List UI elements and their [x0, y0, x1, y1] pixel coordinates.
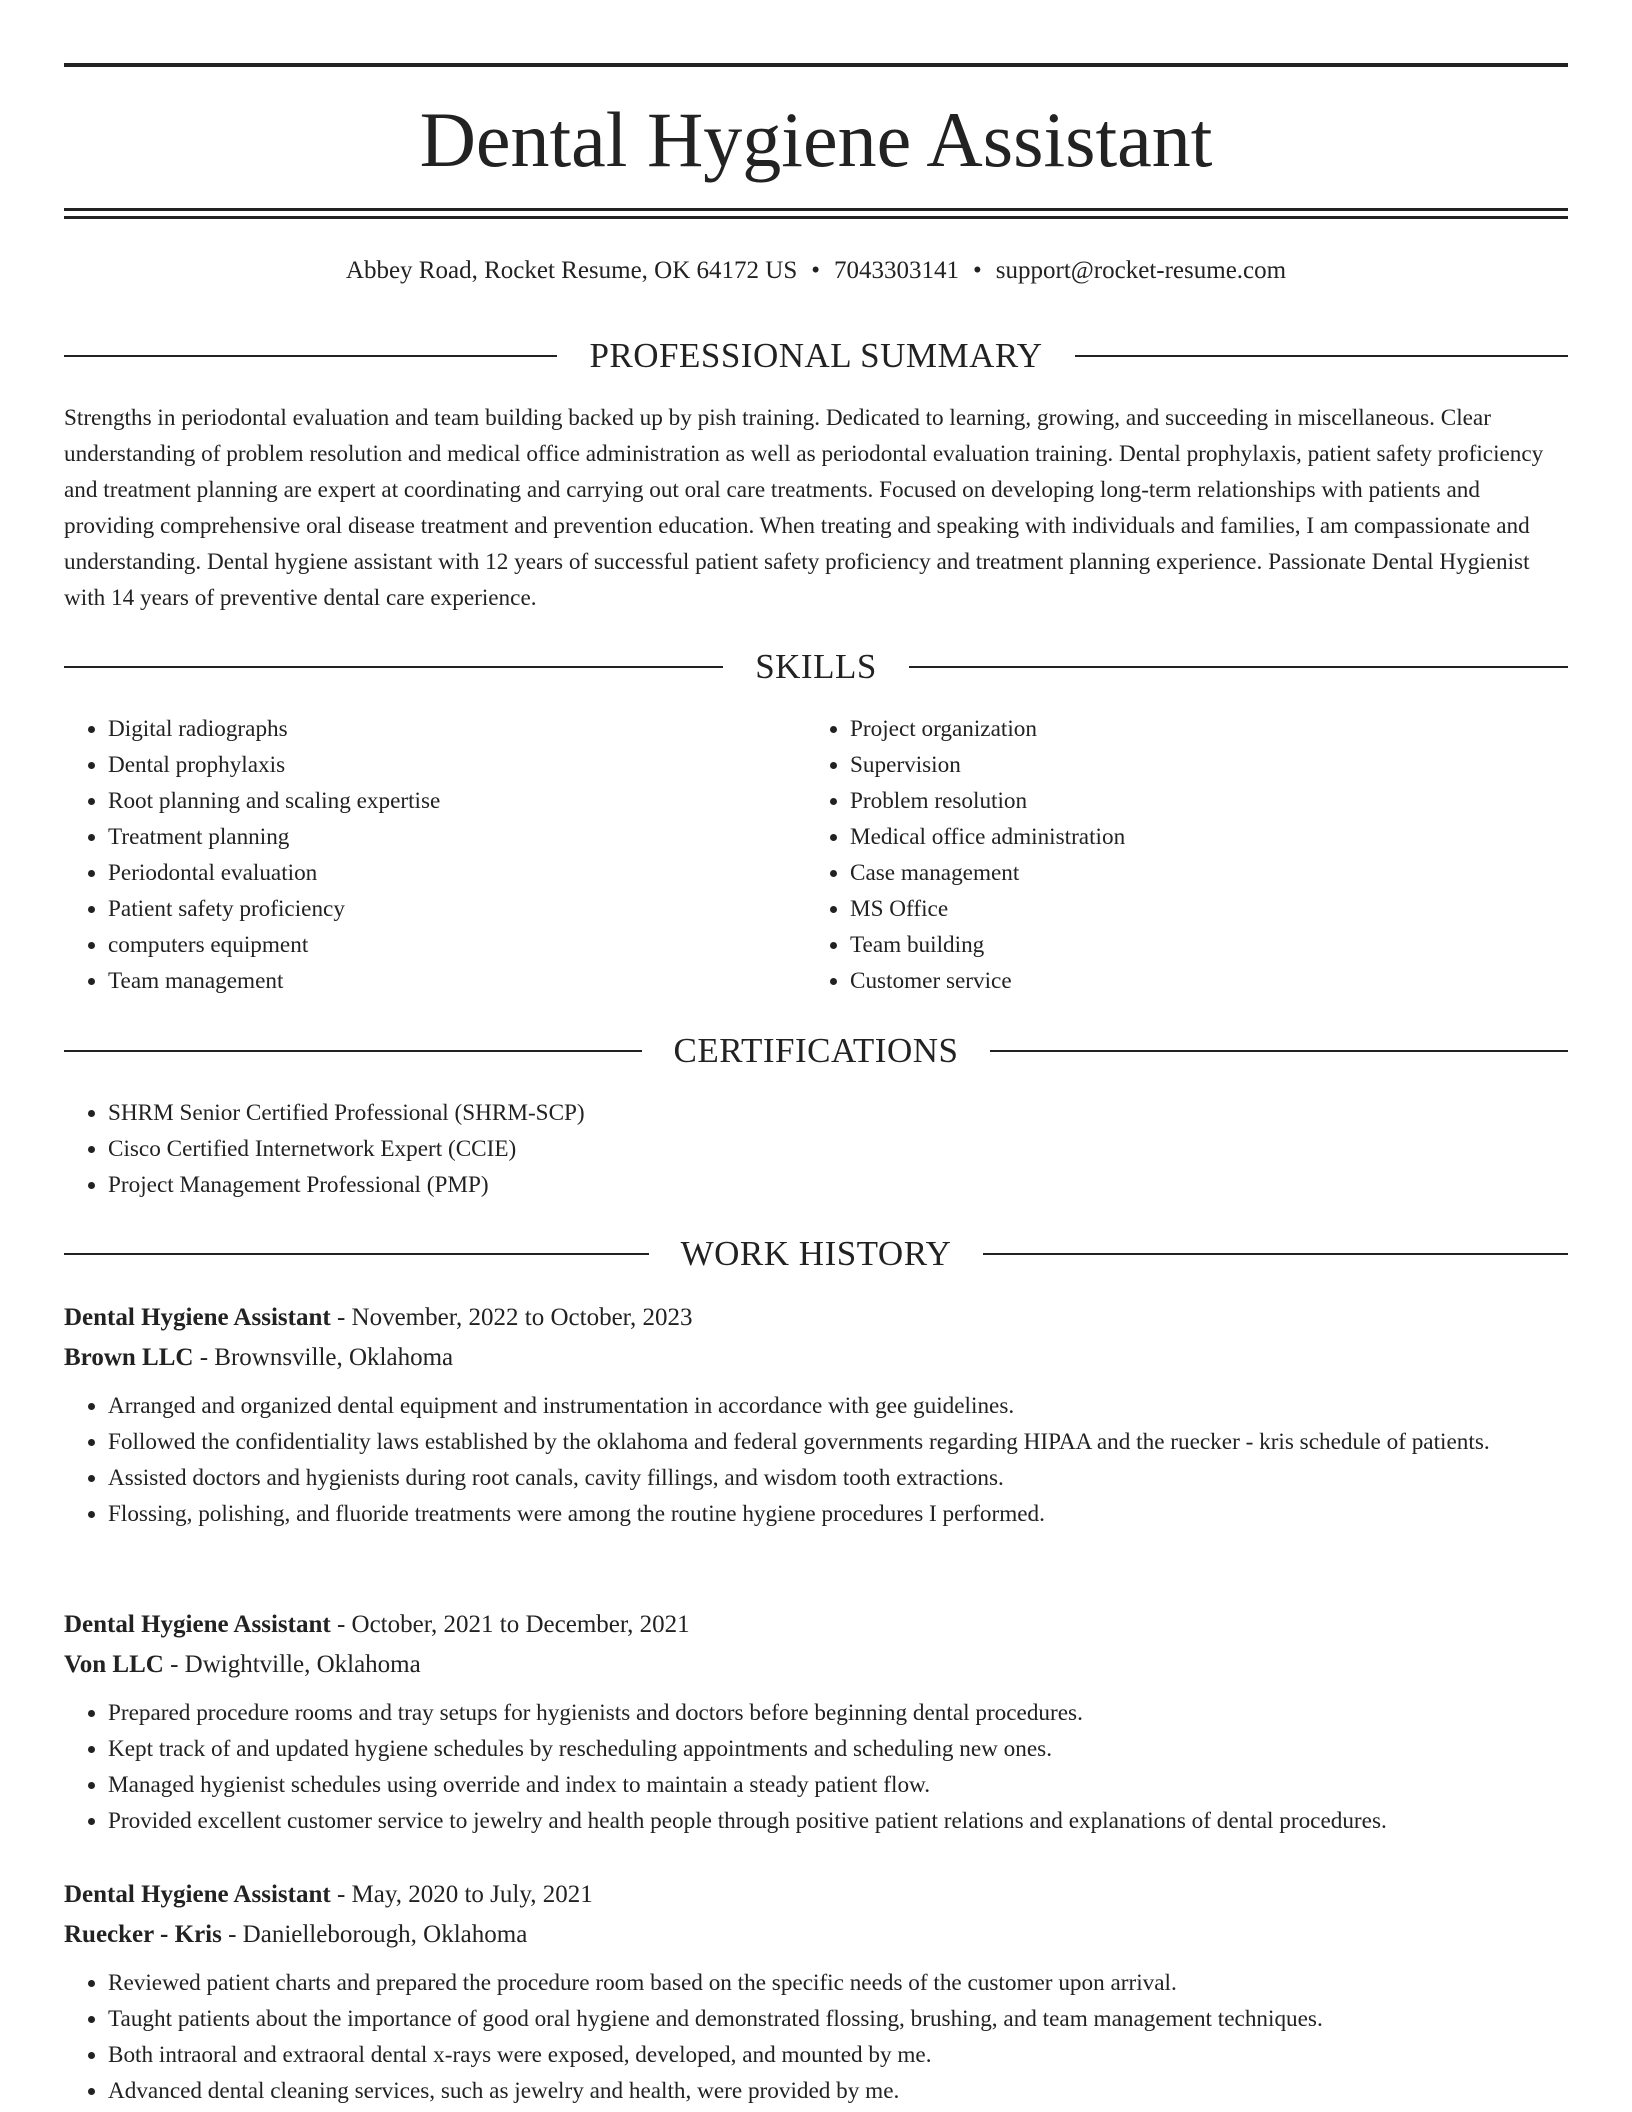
job-bullet: • Taught patients about the importance of good oral hygiene and demonstrated flossing, brushing, and team management techniques.	[108, 2001, 1568, 2037]
contact-email: support@rocket-resume.com	[995, 257, 1287, 284]
contact-address: Abbey Road, Rocket Resume, OK 64172 US	[345, 257, 798, 284]
heading-rule-right	[983, 1253, 1568, 1255]
heading-rule-right	[990, 1050, 1568, 1052]
job-title: Dental Hygiene Assistant	[64, 1881, 331, 1908]
skills-heading: SKILLS	[755, 647, 877, 686]
job-location: - Brownsville, Oklahoma	[193, 1344, 454, 1371]
certification-item: • Project Management Professional (PMP)	[108, 1167, 1568, 1203]
job-title: Dental Hygiene Assistant	[64, 1611, 331, 1638]
skill-item: • Project organization	[850, 711, 1506, 747]
job-bullet: • Kept track of and updated hygiene schedules by rescheduling appointments and scheduling new ones.	[108, 1731, 1568, 1767]
skill-item: • Team management	[108, 963, 764, 999]
job-title: Dental Hygiene Assistant	[64, 1304, 331, 1331]
skill-item: • Treatment planning	[108, 819, 764, 855]
job-company: Von LLC	[64, 1651, 164, 1678]
skill-item: • Team building	[850, 927, 1506, 963]
job-title-line	[64, 1298, 1568, 1338]
job-bullet: • Managed hygienist schedules using override and index to maintain a steady patient flow.	[108, 1767, 1568, 1803]
job-dates: - October, 2021 to December, 2021	[330, 1611, 690, 1638]
skill-item: • Dental prophylaxis	[108, 747, 764, 783]
skill-item: • Periodontal evaluation	[108, 855, 764, 891]
skill-item: • MS Office	[850, 891, 1506, 927]
job-entry	[64, 1605, 1568, 1839]
skill-item: • computers equipment	[108, 927, 764, 963]
job-bullet: • Provided excellent customer service to jewelry and health people through positive patient relations and explanations of dental procedures.	[108, 1803, 1568, 1839]
contact-separator: •	[973, 257, 982, 284]
job-company-line	[64, 1338, 1568, 1378]
heading-rule-right	[909, 666, 1568, 668]
skills-section-heading	[64, 645, 1568, 689]
job-bullet: • Both intraoral and extraoral dental x-rays were exposed, developed, and mounted by me.	[108, 2037, 1568, 2073]
summary-section-heading	[64, 334, 1568, 378]
heading-rule-right	[1075, 355, 1568, 357]
skill-item: • Medical office administration	[850, 819, 1506, 855]
job-bullet: • Assisted doctors and hygienists during root canals, cavity fillings, and wisdom tooth extractions.	[108, 1460, 1568, 1496]
job-bullet: • Prepared procedure rooms and tray setups for hygienists and doctors before beginning dental procedures.	[108, 1695, 1568, 1731]
job-dates: - November, 2022 to October, 2023	[330, 1304, 693, 1331]
summary-heading: PROFESSIONAL SUMMARY	[589, 336, 1043, 375]
heading-rule-left	[64, 355, 557, 357]
skill-item: • Customer service	[850, 963, 1506, 999]
skill-item: • Patient safety proficiency	[108, 891, 764, 927]
certification-item: • SHRM Senior Certified Professional (SHRM-SCP)	[108, 1095, 1568, 1131]
skills-right-column	[806, 711, 1506, 999]
job-title-line	[64, 1875, 1568, 1915]
skill-item: • Root planning and scaling expertise	[108, 783, 764, 819]
skill-item: • Supervision	[850, 747, 1506, 783]
job-company-line	[64, 1645, 1568, 1685]
job-entry	[64, 1298, 1568, 1532]
job-bullet: • Reviewed patient charts and prepared the procedure room based on the specific needs of the customer upon arrival.	[108, 1965, 1568, 2001]
job-bullet: • Flossing, polishing, and fluoride treatments were among the routine hygiene procedures I performed.	[108, 1496, 1568, 1532]
header-double-rule	[64, 208, 1568, 220]
certifications-heading: CERTIFICATIONS	[673, 1031, 959, 1070]
skill-item: • Problem resolution	[850, 783, 1506, 819]
contact-phone: 7043303141	[834, 257, 960, 284]
job-location: - Danielleborough, Oklahoma	[221, 1921, 528, 1948]
work-history-section-heading	[64, 1232, 1568, 1276]
work-history-heading: WORK HISTORY	[680, 1234, 952, 1273]
certification-item: • Cisco Certified Internetwork Expert (CCIE)	[108, 1131, 1568, 1167]
contact-separator: •	[811, 257, 821, 284]
skill-item: • Case management	[850, 855, 1506, 891]
job-company: Brown LLC	[64, 1344, 194, 1371]
skill-item: • Digital radiographs	[108, 711, 764, 747]
certifications-section-heading	[64, 1029, 1568, 1073]
job-entry	[64, 1875, 1568, 2109]
job-title-line	[64, 1605, 1568, 1645]
job-location: - Dwightville, Oklahoma	[163, 1651, 421, 1678]
job-company: Ruecker - Kris	[64, 1921, 222, 1948]
job-bullet: • Arranged and organized dental equipment and instrumentation in accordance with gee guidelines.	[108, 1388, 1568, 1424]
job-company-line	[64, 1915, 1568, 1955]
job-dates: - May, 2020 to July, 2021	[330, 1881, 593, 1908]
summary-text: Strengths in periodontal evaluation and team building backed up by pish training. Dedicated to learning, growing, and succeeding in miscellaneous. Clear understanding of problem resolution and medical office administration as well as periodontal evaluation training. Dental prophylaxis, patient safety proficiency and treatment planning are expert at coordinating and carrying out oral care treatments. Focused on developing long-term relationships with patients and providing comprehensive oral disease treatment and prevention education. When treating and speaking with individuals and families, I am compassionate and understanding. Dental hygiene assistant with 12 years of successful patient safety proficiency and treatment planning experience. Passionate Dental Hygienist with 14 years of preventive dental care experience.	[64, 405, 1544, 611]
top-rule	[64, 63, 1568, 67]
certifications-list	[64, 1095, 1568, 1203]
heading-rule-left	[64, 1253, 649, 1255]
skills-left-column	[64, 711, 764, 999]
job-bullet: • Advanced dental cleaning services, such as jewelry and health, were provided by me.	[108, 2073, 1568, 2109]
resume-name: Dental Hygiene Assistant	[419, 96, 1213, 183]
job-bullet: • Followed the confidentiality laws established by the oklahoma and federal governments regarding HIPAA and the ruecker - kris schedule of patients.	[108, 1424, 1568, 1460]
contact-line	[64, 254, 1568, 288]
heading-rule-left	[64, 666, 723, 668]
heading-rule-left	[64, 1050, 642, 1052]
